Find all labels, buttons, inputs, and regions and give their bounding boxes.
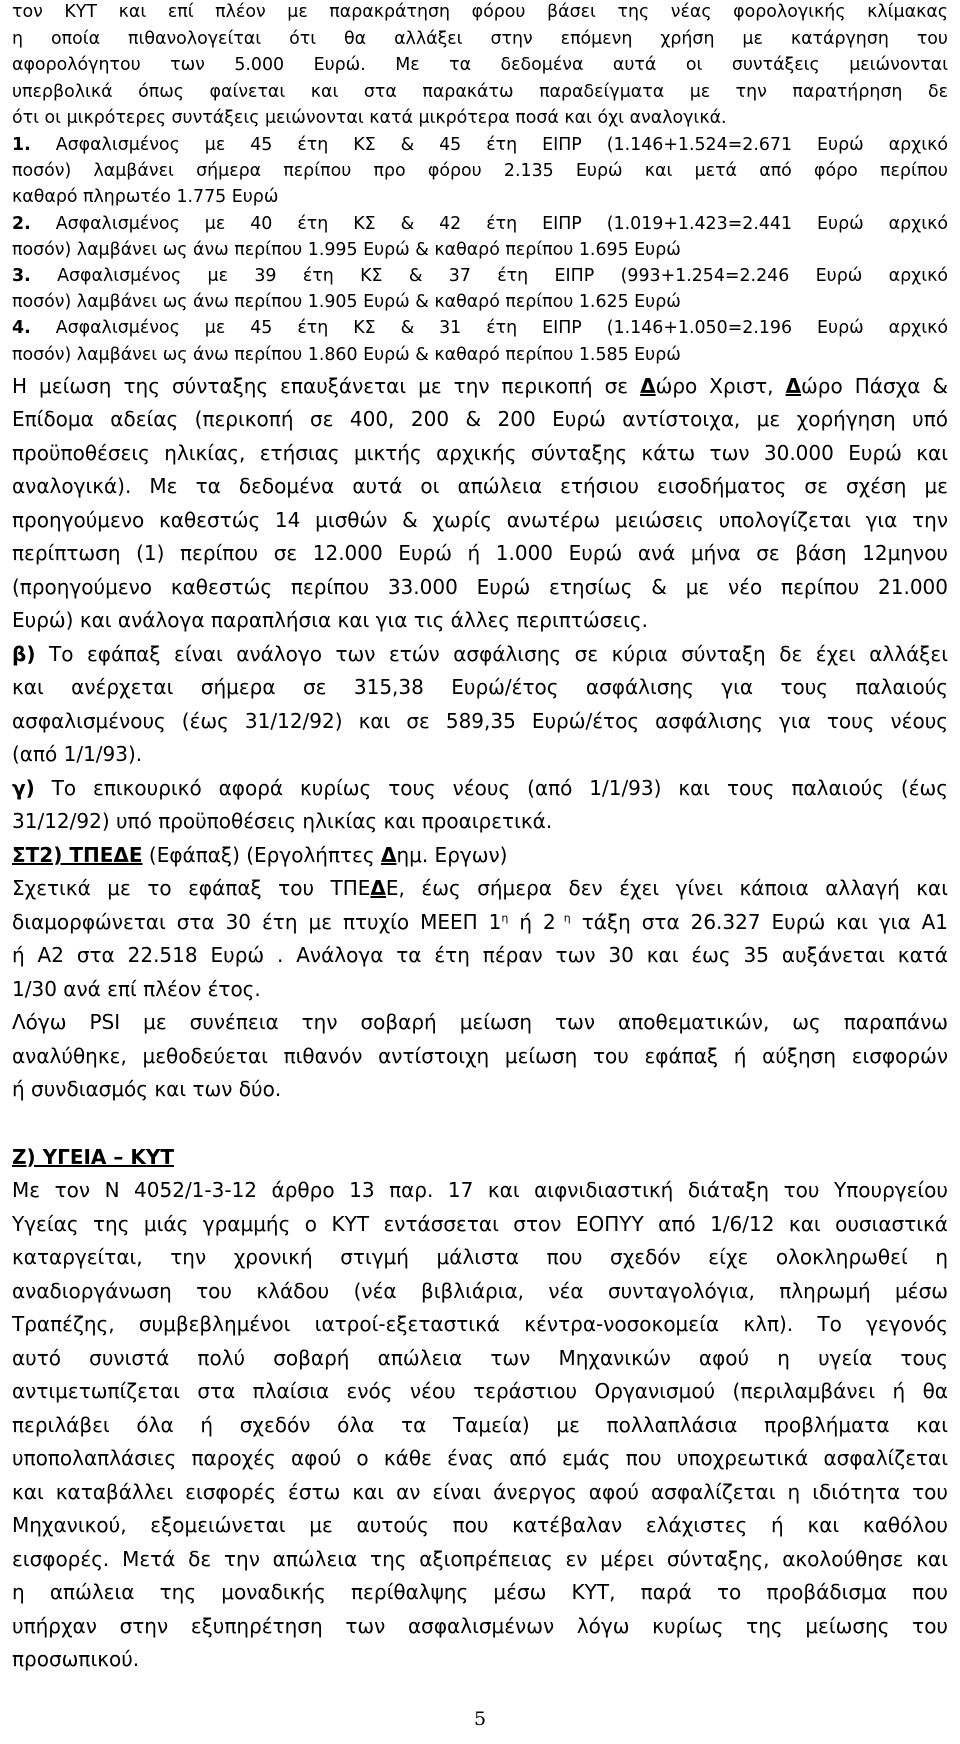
intro-paragraph bbox=[12, 0, 948, 132]
text-line: αναδιοργάνωση του κλάδου (νέα βιβλιάρια, νέα συνταγολόγια, πληρωμή μέσω bbox=[12, 1278, 948, 1303]
text-line: εισφορές. Μετά δε την απώλεια της αξιοπρέπειας εν μέρει σύνταξης, ακολούθησε και bbox=[12, 1546, 948, 1571]
paragraph-marker: γ) bbox=[12, 775, 35, 800]
text-line: Υγείας της μιάς γραμμής ο ΚΥΤ εντάσσεται στον ΕΟΠΥΥ από 1/6/12 και ουσιαστικά bbox=[12, 1211, 948, 1236]
text-fragment: ημ. Εργων) bbox=[396, 842, 508, 867]
text-line: υποπολαπλάσιες παροχές αφού ο κάθε ένας από εμάς που υποχρεωτικά ασφαλίζεται bbox=[12, 1446, 948, 1471]
text-fragment: Το επικουρικό αφορά κυρίως τους νέους (από 1/1/93) και τους παλαιούς (έως bbox=[34, 775, 948, 800]
text-line: περιλάβει όλα ή σχεδόν όλα τα Ταμεία) με πολλαπλάσια προβλήματα και bbox=[12, 1412, 948, 1437]
text-line: ή συνδιασμός και των δύο. bbox=[12, 1077, 282, 1102]
text-line: Με τον Ν 4052/1-3-12 άρθρο 13 παρ. 17 και αιφνιδιαστική διάταξη του Υπουργείου bbox=[12, 1178, 948, 1203]
superscript: η bbox=[501, 911, 509, 925]
example-text: ποσόν) λαμβάνει ως άνω περίπου 1.860 Ευρώ & καθαρό περίπου 1.585 Ευρώ bbox=[12, 344, 681, 365]
text-fragment: Ε, έως σήμερα δεν έχει γίνει κάποια αλλαγή και bbox=[385, 876, 948, 901]
text-fragment: διαμορφώνεται στα 30 έτη με πτυχίο ΜΕΕΠ 1 bbox=[12, 909, 502, 934]
text-line: καταργείται, την χρονική στιγμή μάλιστα που σχεδόν είχε ολοκληρωθεί η bbox=[12, 1245, 948, 1270]
text-line: αναλύθηκε, μεθοδεύεται πιθανόν αντίστοιχη μείωση του εφάπαξ ή αύξηση εισφορών bbox=[12, 1043, 948, 1068]
example-text: Ασφαλισμένος με 45 έτη ΚΣ & 31 έτη ΕΙΠΡ (1.146+1.050=2.196 Ευρώ αρχικό bbox=[30, 318, 948, 339]
example-text: Ασφαλισμένος με 45 έτη ΚΣ & 45 έτη ΕΙΠΡ (1.146+1.524=2.671 Ευρώ αρχικό bbox=[30, 134, 948, 155]
text-line: (από 1/1/93). bbox=[12, 742, 143, 767]
text-fragment: ή 2 bbox=[508, 909, 556, 934]
gamma-paragraph bbox=[12, 772, 948, 839]
text-fragment: ώρο Χριστ, bbox=[655, 373, 786, 398]
example-number: 1. bbox=[12, 134, 31, 155]
example-text: Ασφαλισμένος με 39 έτη ΚΣ & 37 έτη ΕΙΠΡ (993+1.254=2.246 Ευρώ αρχικό bbox=[30, 265, 948, 286]
text-line: Λόγω PSI με συνέπεια την σοβαρή μείωση των αποθεματικών, ως παραπάνω bbox=[12, 1010, 948, 1035]
text-line: αναλογικά). Με τα δεδομένα αυτά οι απώλεια ετήσιου εισοδήματος σε σχέση με bbox=[12, 474, 948, 499]
example-text: ποσόν) λαμβάνει ως άνω περίπου 1.995 Ευρώ & καθαρό περίπου 1.695 Ευρώ bbox=[12, 239, 681, 260]
text-line: Επίδομα αδείας (περικοπή σε 400, 200 & 200 Ευρώ αντίστοιχα, με χορήγηση υπό bbox=[12, 407, 948, 432]
text-line: 1/30 ανά επί πλέον έτος. bbox=[12, 976, 261, 1001]
example-number: 2. bbox=[12, 213, 31, 234]
example-item bbox=[12, 211, 948, 263]
example-text: Ασφαλισμένος με 40 έτη ΚΣ & 42 έτη ΕΙΠΡ (1.019+1.423=2.441 Ευρώ αρχικό bbox=[30, 213, 948, 234]
st2-section bbox=[12, 839, 948, 1107]
text-line: προϋποθέσεις ηλικίας, ετήσιας μικτής αρχικής σύνταξης κάτω των 30.000 Ευρώ και bbox=[12, 440, 948, 465]
section-heading bbox=[12, 839, 948, 873]
text-line: η οποία πιθανολογείται ότι θα αλλάξει στην επόμενη χρήση με κατάργηση του bbox=[12, 28, 948, 49]
example-text: καθαρό πληρωτέο 1.775 Ευρώ bbox=[12, 187, 279, 208]
examples-list bbox=[12, 132, 948, 368]
heading-text: Ε bbox=[128, 842, 143, 867]
text-line: ή Α2 στα 22.518 Ευρώ . Ανάλογα τα έτη πέραν των 30 και έως 35 αυξάνεται κατά bbox=[12, 943, 948, 968]
text-line: προηγούμενο καθεστώς 14 μισθών & χωρίς ανωτέρω μειώσεις υπολογίζεται για την bbox=[12, 507, 948, 532]
text-line: Ευρώ) και ανάλογα παραπλήσια και για τις άλλες περιπτώσεις. bbox=[12, 608, 648, 633]
text-line: (προηγούμενο καθεστώς περίπου 33.000 Ευρώ ετησίως & με νέο περίπου 21.000 bbox=[12, 574, 948, 599]
text-line: περίπτωση (1) περίπου σε 12.000 Ευρώ ή 1.000 Ευρώ ανά μήνα σε βάση 12μηνου bbox=[12, 541, 948, 566]
reduction-paragraph bbox=[12, 370, 948, 638]
beta-paragraph bbox=[12, 638, 948, 772]
text-fragment: Η μείωση της σύνταξης επαυξάνεται με την περικοπή σε bbox=[12, 373, 641, 398]
example-item bbox=[12, 132, 948, 211]
text-line: και ανέρχεται σήμερα σε 315,38 Ευρώ/έτος ασφάλισης για τους παλαιούς bbox=[12, 675, 948, 700]
text-line: Τραπέζης, συμβεβλημένοι ιατροί-εξεταστικά κέντρα-νοσοκομεία κλπ). Το γεγονός bbox=[12, 1312, 948, 1337]
example-item bbox=[12, 263, 948, 315]
text-line: Μηχανικού, εξομειώνεται με αυτούς που κατέβαλαν ελάχιστες ή και καθόλου bbox=[12, 1513, 948, 1538]
heading-text: Δ bbox=[113, 842, 129, 867]
heading-text: ΣΤ2) ΤΠΕ bbox=[12, 842, 114, 867]
section-heading-health: Ζ) ΥΓΕΙΑ – ΚΥΤ bbox=[12, 1144, 174, 1169]
paragraph-marker: β) bbox=[12, 641, 36, 666]
text-fragment: τάξη στα 26.327 Ευρώ και για Α1 bbox=[570, 909, 949, 934]
text-line: προσωπικού. bbox=[12, 1647, 140, 1672]
superscript: η bbox=[555, 911, 571, 925]
text-fragment: Σχετικά με το εφάπαξ του ΤΠΕ bbox=[12, 876, 371, 901]
example-number: 4. bbox=[12, 318, 31, 339]
text-line: ότι οι μικρότερες συντάξεις μειώνονται κατά μικρότερα ποσά και όχι αναλογικά. bbox=[12, 108, 727, 129]
text-line: τον ΚΥΤ και επί πλέον με παρακράτηση φόρου βάσει της νέας φορολογικής κλίμακας bbox=[12, 2, 948, 22]
text-line: αυτό συνιστά πολύ σοβαρή απώλεια των Μηχανικών αφού η υγεία τους bbox=[12, 1345, 948, 1370]
underlined-letter: Δ bbox=[785, 373, 802, 398]
example-number: 3. bbox=[12, 265, 31, 286]
underlined-letter: Δ bbox=[640, 373, 656, 398]
page-number: 5 bbox=[473, 1708, 487, 1730]
text-line: υπερβολικά όπως φαίνεται και στα παρακάτω παραδείγματα με την παρατήρηση δε bbox=[12, 81, 948, 102]
text-line: 31/12/92) υπό προϋποθέσεις ηλικίας και προαιρετικά. bbox=[12, 809, 553, 834]
text-line: η απώλεια της μοναδικής περίθαλψης μέσω ΚΥΤ, παρά το προβάδισμα που bbox=[12, 1580, 948, 1605]
text-fragment: (Εφάπαξ) (Εργολήπτες bbox=[142, 842, 381, 867]
example-item bbox=[12, 315, 948, 367]
example-text: ποσόν) λαμβάνει ως άνω περίπου 1.905 Ευρώ & καθαρό περίπου 1.625 Ευρώ bbox=[12, 292, 681, 313]
underlined-letter: Δ bbox=[370, 876, 386, 901]
text-line: ασφαλισμένους (έως 31/12/92) και σε 589,35 Ευρώ/έτος ασφάλισης για τους νέους bbox=[12, 708, 948, 733]
text-line: αντιμετωπίζεται στα πλαίσια ενός νέου τεράστιου Οργανισμού (περιλαμβάνει ή θα bbox=[12, 1379, 948, 1404]
text-line: και καταβάλλει εισφορές έστω και αν είναι άνεργος αφού ασφαλίζεται η ιδιότητα του bbox=[12, 1479, 948, 1504]
text-fragment: Το εφάπαξ είναι ανάλογο των ετών ασφάλισης σε κύρια σύνταξη δε έχει αλλάξει bbox=[35, 641, 948, 666]
example-text: ποσόν) λαμβάνει σήμερα περίπου προ φόρου 2.135 Ευρώ και μετά από φόρο περίπου bbox=[12, 161, 948, 182]
text-line: αφορολόγητου των 5.000 Ευρώ. Με τα δεδομένα αυτά οι συντάξεις μειώνονται bbox=[12, 55, 948, 76]
text-line: υπήρχαν στην εξυπηρέτηση των ασφαλισμένων λόγω κυρίως της μείωσης του bbox=[12, 1613, 948, 1638]
text-fragment: ώρο Πάσχα & bbox=[801, 373, 948, 398]
underlined-letter: Δ bbox=[380, 842, 397, 867]
health-paragraph bbox=[12, 1174, 948, 1677]
